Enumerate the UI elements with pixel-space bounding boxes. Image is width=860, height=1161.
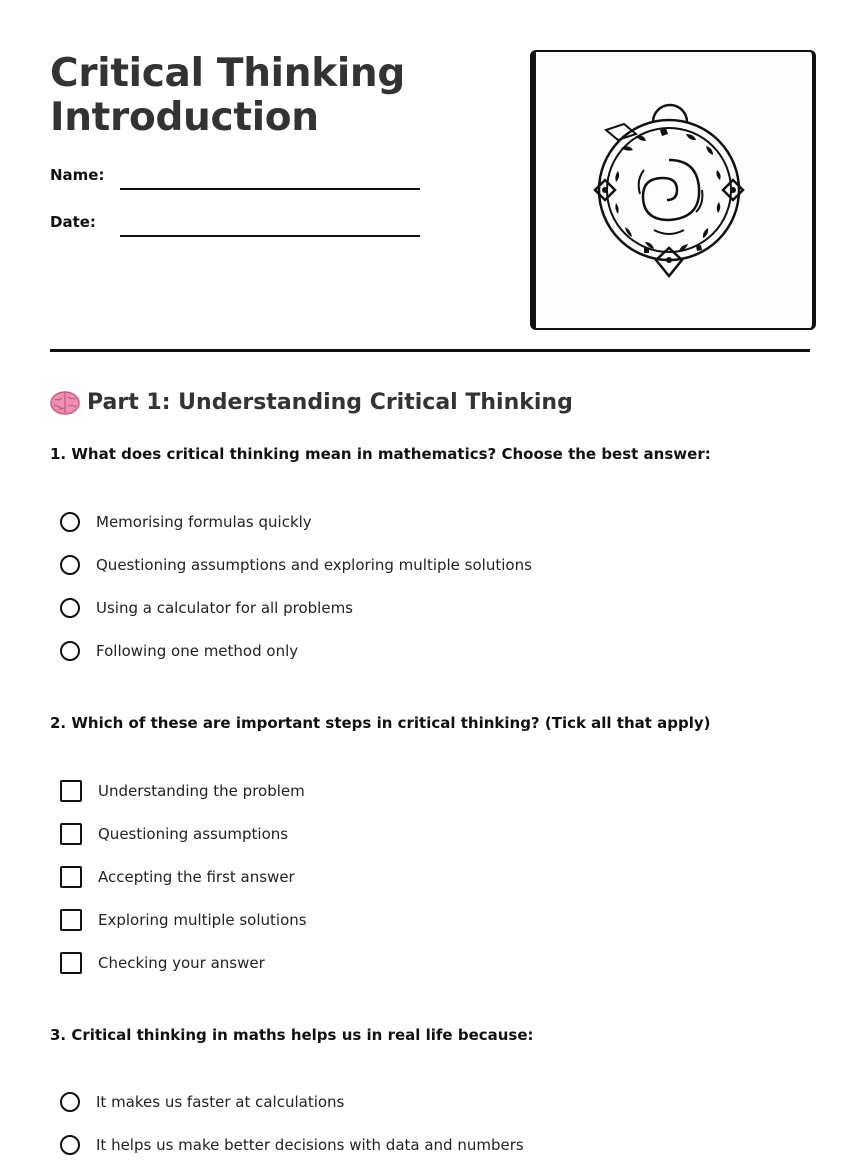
q1-option-4[interactable]: [60, 638, 298, 664]
question-3: 3. Critical thinking in maths helps us in real life because:: [50, 1026, 534, 1044]
name-line[interactable]: [120, 188, 420, 190]
checkbox[interactable]: [60, 909, 82, 931]
name-label: Name:: [50, 166, 105, 184]
q2-option-5[interactable]: [60, 950, 265, 976]
option-label: Following one method only: [96, 642, 299, 660]
emblem-image: [530, 50, 816, 330]
q1-option-1[interactable]: [60, 509, 312, 535]
checkbox[interactable]: [60, 780, 82, 802]
option-label: Using a calculator for all problems: [96, 599, 353, 617]
q3-option-1[interactable]: [60, 1089, 344, 1115]
question-2: 2. Which of these are important steps in critical thinking? (Tick all that apply): [50, 714, 711, 732]
worksheet-page: [50, 0, 810, 1154]
radio-button[interactable]: [60, 512, 80, 532]
option-label: Questioning assumptions and exploring multiple solutions: [96, 556, 532, 574]
name-field[interactable]: [50, 166, 420, 196]
date-field[interactable]: [50, 213, 420, 243]
title-line-1: Critical Thinking: [50, 51, 406, 96]
section-title-text: Part 1: Understanding Critical Thinking: [87, 390, 573, 415]
option-label: It makes us faster at calculations: [96, 1093, 345, 1111]
title-line-2: Introduction: [50, 95, 319, 140]
radio-button[interactable]: [60, 641, 80, 661]
q2-option-4[interactable]: [60, 907, 307, 933]
q1-option-2[interactable]: [60, 552, 532, 578]
option-label: Exploring multiple solutions: [98, 911, 307, 929]
radio-button[interactable]: [60, 598, 80, 618]
checkbox[interactable]: [60, 952, 82, 974]
q2-option-3[interactable]: [60, 864, 295, 890]
q1-option-3[interactable]: [60, 595, 353, 621]
option-label: Checking your answer: [98, 954, 265, 972]
q2-option-1[interactable]: [60, 778, 305, 804]
option-label: Accepting the first answer: [98, 868, 295, 886]
option-label: Understanding the problem: [98, 782, 305, 800]
question-1: 1. What does critical thinking mean in mathematics? Choose the best answer:: [50, 445, 711, 463]
header-divider: [50, 349, 810, 352]
q3-option-2[interactable]: [60, 1132, 524, 1158]
radio-button[interactable]: [60, 1092, 80, 1112]
tribal-emblem-icon: [536, 52, 802, 324]
q2-option-2[interactable]: [60, 821, 288, 847]
option-label: Questioning assumptions: [98, 825, 289, 843]
date-label: Date:: [50, 213, 96, 231]
section-title: [50, 388, 573, 418]
worksheet-title: [50, 52, 405, 140]
radio-button[interactable]: [60, 555, 80, 575]
option-label: Memorising formulas quickly: [96, 513, 312, 531]
radio-button[interactable]: [60, 1135, 80, 1155]
worksheet-header: [50, 0, 810, 352]
date-line[interactable]: [120, 235, 420, 237]
option-label: It helps us make better decisions with data and numbers: [96, 1136, 524, 1154]
checkbox[interactable]: [60, 866, 82, 888]
brain-icon: [50, 390, 80, 416]
checkbox[interactable]: [60, 823, 82, 845]
